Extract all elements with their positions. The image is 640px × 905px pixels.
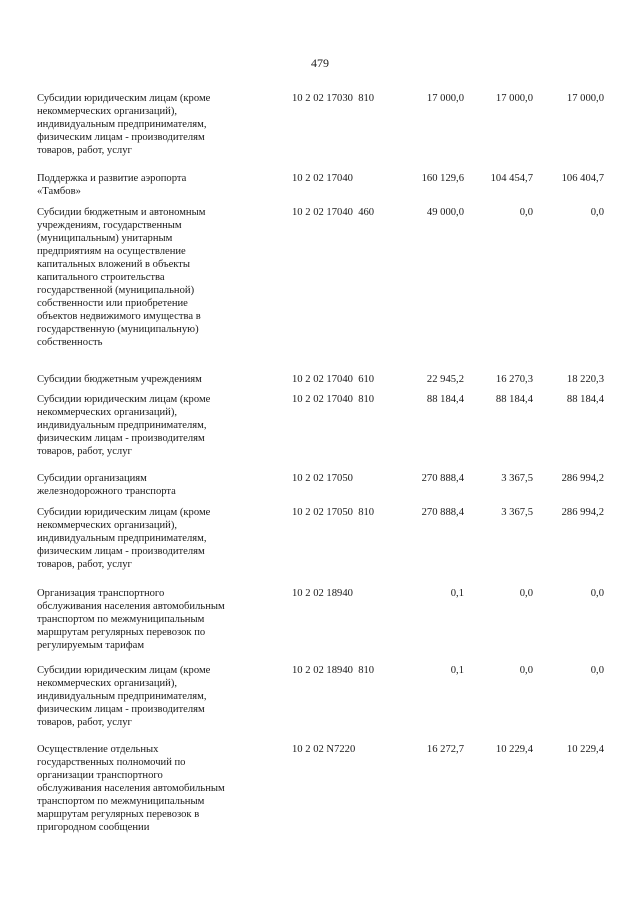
row-value-2: 104 454,7	[490, 173, 533, 184]
row-code: 10 2 02 17050 810	[292, 507, 375, 518]
row-value-2: 16 270,3	[495, 374, 533, 385]
page-number: 479	[311, 56, 329, 70]
row-value-3: 10 229,4	[566, 744, 604, 755]
row-description: Субсидии организациям железнодорожного транспорта	[37, 473, 176, 497]
row-code: 10 2 02 18940 810	[292, 665, 375, 676]
row-value-2: 17 000,0	[495, 93, 533, 104]
row-value-2: 3 367,5	[501, 507, 533, 518]
row-value-2: 0,0	[519, 588, 533, 599]
row-value-1: 270 888,4	[421, 507, 464, 518]
row-description: Субсидии юридическим лицам (кроме некоммерческих организаций), индивидуальным предпринимателям, физическим лицам - производителям товаров, работ, услуг	[37, 507, 211, 570]
row-value-1: 270 888,4	[421, 473, 464, 484]
row-description: Осуществление отдельных государственных полномочий по организации транспортного обслуживания населения автомобильным транспортом по межмуниципальным маршрутам регулярных перевозок в пригородном сообщении	[37, 744, 225, 833]
row-code: 10 2 02 17050	[292, 473, 353, 484]
row-code: 10 2 02 17040 460	[292, 207, 375, 218]
row-code: 10 2 02 17030 810	[292, 93, 375, 104]
row-code: 10 2 02 17040	[292, 173, 353, 184]
row-value-1: 16 272,7	[426, 744, 464, 755]
row-value-2: 0,0	[519, 665, 533, 676]
row-value-3: 18 220,3	[566, 374, 604, 385]
row-value-3: 0,0	[590, 588, 604, 599]
row-value-1: 17 000,0	[426, 93, 464, 104]
row-code: 10 2 02 17040 810	[292, 394, 375, 405]
row-value-3: 88 184,4	[566, 394, 604, 405]
row-value-3: 0,0	[590, 207, 604, 218]
row-description: Субсидии юридическим лицам (кроме некоммерческих организаций), индивидуальным предпринимателям, физическим лицам - производителям товаров, работ, услуг	[37, 93, 211, 156]
row-code: 10 2 02 18940	[292, 588, 353, 599]
row-value-3: 106 404,7	[561, 173, 604, 184]
row-description: Организация транспортного обслуживания населения автомобильным транспортом по межмуниципальным маршрутам регулярных перевозок по регулируемым тарифам	[37, 588, 225, 651]
row-code: 10 2 02 17040 610	[292, 374, 375, 385]
row-value-2: 0,0	[519, 207, 533, 218]
row-value-2: 88 184,4	[495, 394, 533, 405]
row-description: Субсидии бюджетным и автономным учреждениям, государственным (муниципальным) унитарным предприятиям на осуществление капитальных вложений в объекты капитального строительства государственной (муниципальной) собственности или приобретение объектов недвижимого имущества в государственную (муниципальную) собственность	[37, 207, 206, 348]
row-value-1: 49 000,0	[426, 207, 464, 218]
row-value-3: 286 994,2	[561, 507, 604, 518]
row-value-2: 10 229,4	[495, 744, 533, 755]
row-value-3: 17 000,0	[566, 93, 604, 104]
row-value-1: 88 184,4	[426, 394, 464, 405]
row-description: Поддержка и развитие аэропорта «Тамбов»	[37, 173, 187, 197]
row-description: Субсидии бюджетным учреждениям	[37, 374, 202, 385]
row-value-3: 286 994,2	[561, 473, 604, 484]
row-value-1: 0,1	[450, 665, 464, 676]
row-code: 10 2 02 N7220	[292, 744, 356, 755]
row-value-1: 0,1	[450, 588, 464, 599]
row-value-2: 3 367,5	[501, 473, 533, 484]
row-description: Субсидии юридическим лицам (кроме некоммерческих организаций), индивидуальным предпринимателям, физическим лицам - производителям товаров, работ, услуг	[37, 665, 211, 728]
row-value-3: 0,0	[590, 665, 604, 676]
row-value-1: 160 129,6	[421, 173, 464, 184]
row-description: Субсидии юридическим лицам (кроме некоммерческих организаций), индивидуальным предпринимателям, физическим лицам - производителям товаров, работ, услуг	[37, 394, 211, 457]
row-value-1: 22 945,2	[426, 374, 464, 385]
